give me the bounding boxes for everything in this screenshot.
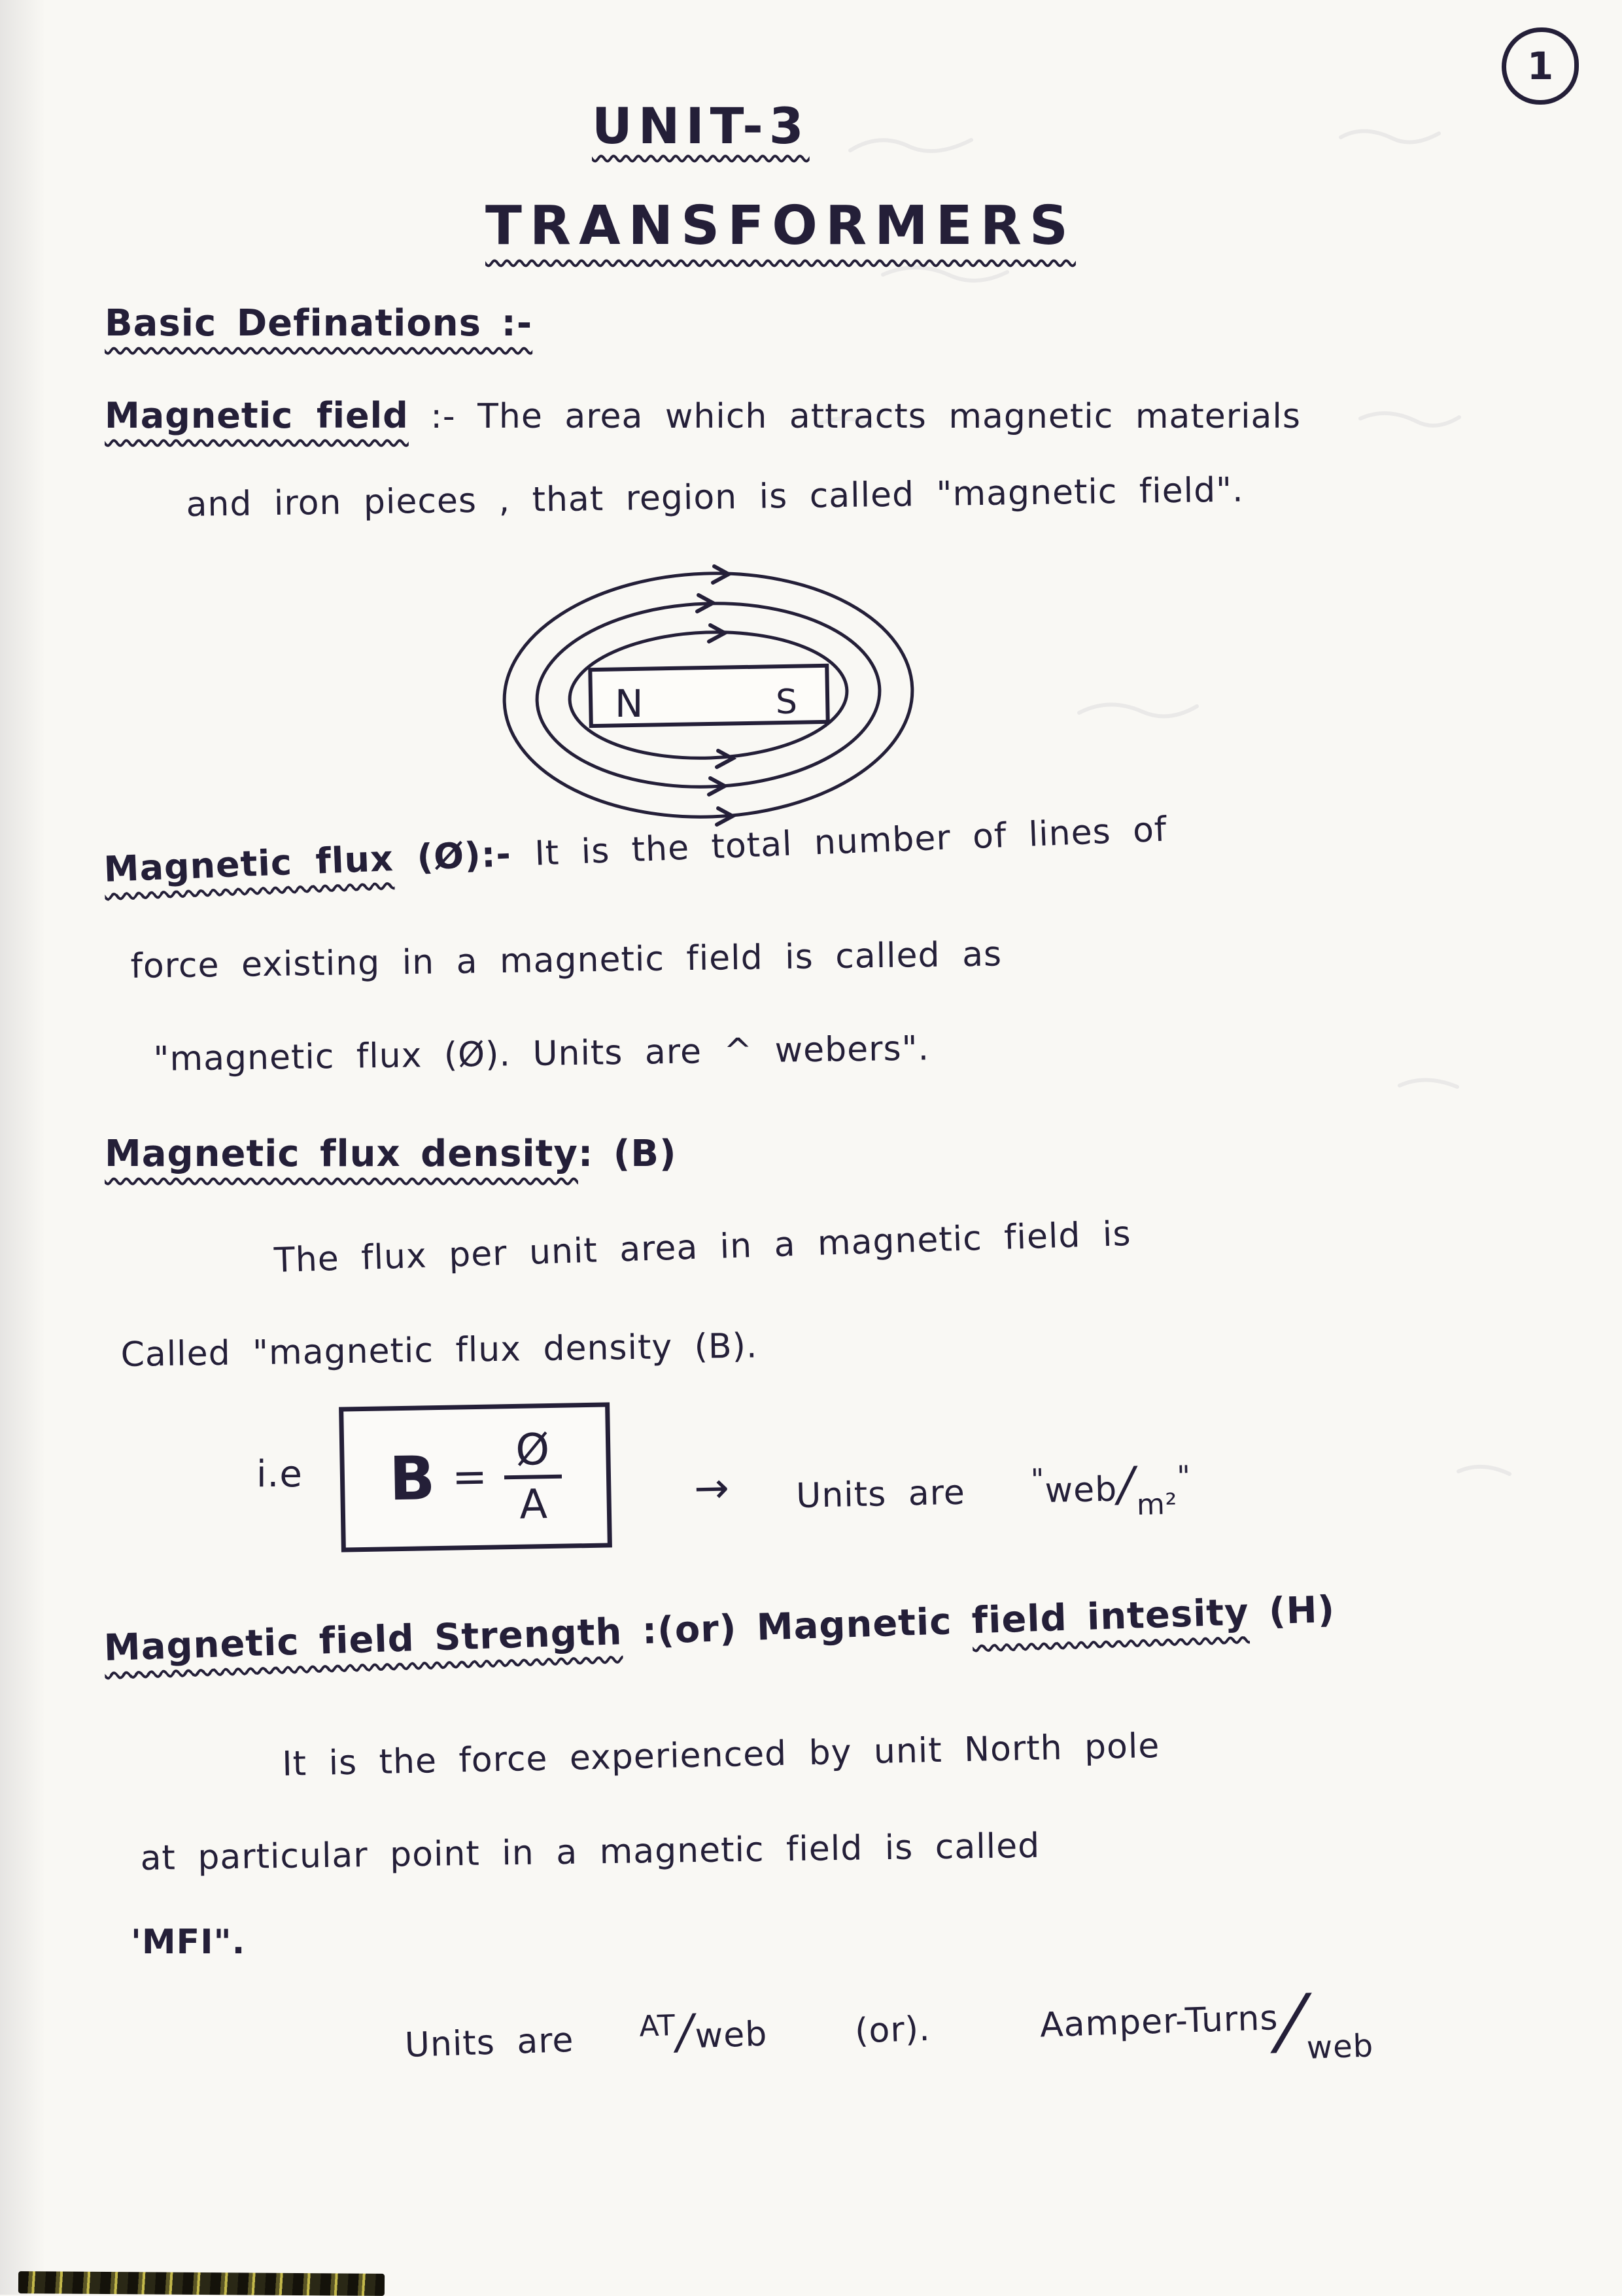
formula-units-slash: / [1113, 1456, 1141, 1512]
magnetic-field-term: Magnetic field [105, 395, 409, 436]
formula-units-denominator: m² [1136, 1487, 1178, 1522]
formula-units-open-quote: " [1030, 1463, 1045, 1497]
magnetic-flux-line-2: force existing in a magnetic field is called as [130, 934, 1003, 986]
formula-units-close-quote: " [1176, 1460, 1192, 1494]
flux-density-line-2: Called "magnetic flux density (B). [120, 1326, 758, 1375]
magnetic-field-line-2: and iron pieces , that region is called "magnetic field". [186, 470, 1244, 524]
formula-units-label: Units are [795, 1473, 966, 1516]
field-strength-tail: (H) [1248, 1588, 1336, 1634]
subject-title: TRANSFORMERS [485, 195, 1076, 257]
flux-density-line-1: The flux per unit area in a magnetic field is [273, 1214, 1132, 1280]
magnetic-field-line-1 [105, 395, 1301, 436]
field-strength-term-2: field intesity [971, 1591, 1250, 1643]
flux-density-formula-box [339, 1402, 612, 1552]
notebook-edge [18, 2271, 385, 2296]
unit-title: UNIT-3 [592, 97, 810, 155]
formula-arrow: → [693, 1464, 731, 1513]
magnetic-field-text-1: The area which attracts magnetic materials [477, 397, 1301, 436]
formula-fraction [504, 1424, 563, 1528]
formula-equals: = [451, 1452, 488, 1502]
magnetic-flux-text-1: It is the total number of lines of [534, 810, 1168, 874]
field-strength-plain: Magnetic [755, 1600, 973, 1649]
mfi-unit2-numerator: Aamper-Turns [1039, 1998, 1279, 2046]
flux-density-term: Magnetic flux density [105, 1133, 578, 1175]
mfi-unit2-denominator: web [1306, 2027, 1374, 2066]
page-number: 1 [1527, 44, 1554, 88]
bar-magnet-diagram [489, 561, 940, 842]
field-strength-line-1: It is the force experienced by unit North pole [281, 1726, 1160, 1784]
magnetic-flux-term-rest: (Ø):- [392, 832, 536, 879]
magnetic-flux-line-3: "magnetic flux (Ø). Units are ^ webers". [153, 1029, 930, 1079]
mfi-units-label: Units are [404, 2020, 575, 2066]
magnet-north-label: N [615, 681, 644, 726]
formula-units [795, 1455, 1192, 1522]
basic-definitions-heading [105, 302, 532, 345]
magnet-south-label: S [776, 683, 798, 722]
flux-density-heading [105, 1133, 677, 1175]
magnetic-field-term-sep: :- [408, 397, 478, 436]
mfi-unit1-denominator: web [694, 2014, 768, 2057]
mfi-units-line [404, 1978, 1374, 2068]
mfi-unit2-slash: / [1267, 1978, 1317, 2064]
formula-numerator: Ø [504, 1427, 562, 1480]
formula-denominator: A [519, 1480, 548, 1528]
field-strength-sep: :(or) [621, 1606, 757, 1654]
field-strength-term-1: Magnetic field Strength [103, 1611, 623, 1670]
mfi-units-or: (or). [854, 2009, 931, 2051]
formula-ie-label: i.e [256, 1453, 303, 1496]
field-strength-line-3: 'MFI". [131, 1923, 246, 1962]
mfi-unit1-numerator: AT [638, 2009, 676, 2044]
basic-definitions-heading-text: Basic Definations :- [105, 302, 533, 345]
page-number-badge [1502, 27, 1579, 105]
magnetic-flux-term: Magnetic flux [103, 838, 394, 890]
formula-lhs: B [388, 1443, 436, 1514]
flux-density-term-rest: : (B) [578, 1133, 677, 1175]
field-strength-line-2: at particular point in a magnetic field is called [140, 1826, 1041, 1878]
formula-units-numerator: web [1044, 1469, 1118, 1511]
field-strength-heading [103, 1588, 1336, 1670]
mfi-unit1-slash: / [672, 2003, 699, 2060]
